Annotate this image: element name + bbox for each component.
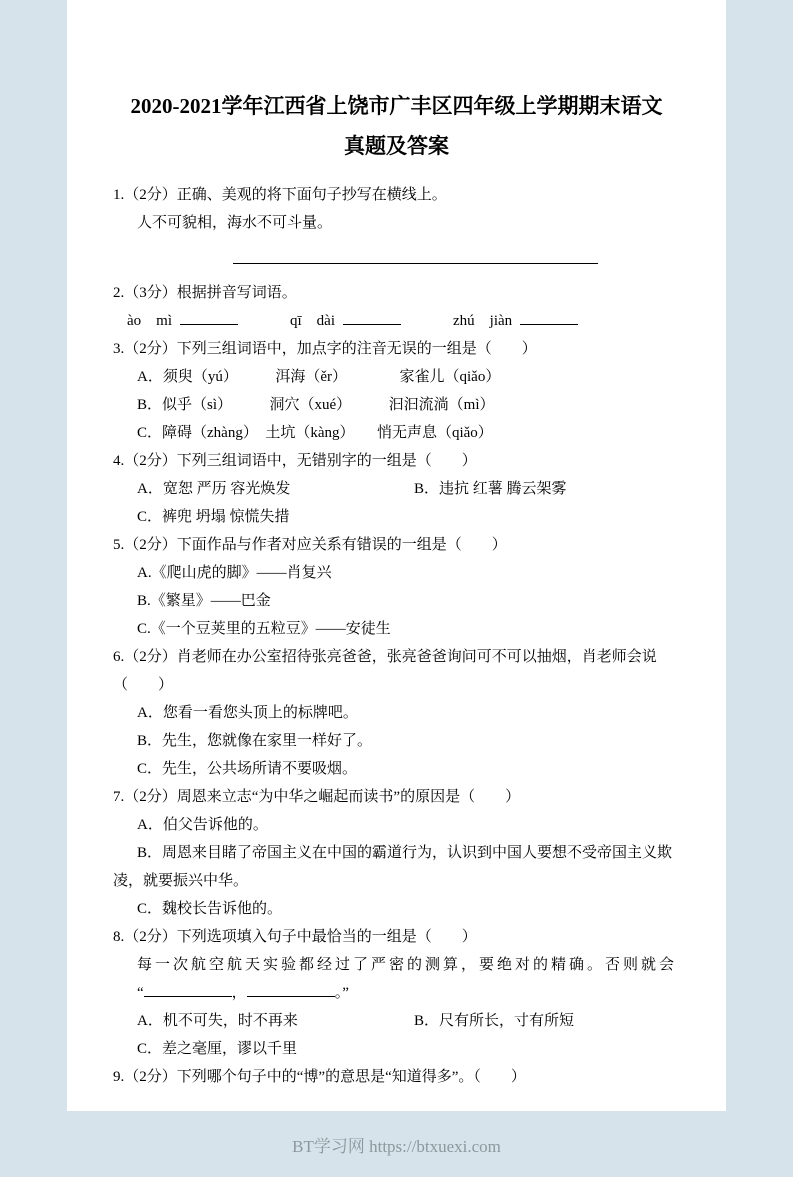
quote-close: 。”: [334, 985, 349, 1001]
pinyin-2: qī dài: [290, 313, 335, 329]
question-5-option-b: B.《繁星》——巴金: [137, 593, 271, 609]
question-3-option-a: A．须臾（yú） 洱海（ěr） 家雀儿（qiǎo）: [137, 369, 501, 385]
question-3-option-c: C．障碍（zhàng） 土坑（kàng） 悄无声息（qiǎo）: [137, 425, 493, 441]
answer-line: [233, 263, 598, 264]
question-4-option-row: [113, 475, 680, 503]
question-6: [113, 643, 680, 783]
answer-blank: [343, 310, 401, 325]
question-6-option-a: A．您看一看您头顶上的标牌吧。: [137, 705, 358, 721]
question-4-option-a: A．宽恕 严历 容光焕发: [137, 481, 291, 497]
question-6-stem: 6.（2分）肖老师在办公室招待张亮爸爸，张亮爸爸询问可不可以抽烟，肖老师会说（ ）: [113, 649, 657, 693]
question-4-option-c: C．裤兜 坍塌 惊慌失措: [137, 509, 290, 525]
quote-comma: ，: [231, 985, 247, 1001]
question-5-option-a: A.《爬山虎的脚》——肖复兴: [137, 565, 332, 581]
pinyin-1: ào mì: [127, 313, 172, 329]
footer: [0, 1111, 793, 1177]
pinyin-group-3: [453, 307, 578, 335]
question-5-option-c: C.《一个豆荚里的五粒豆》——安徒生: [137, 621, 391, 637]
pinyin-group-2: [290, 307, 401, 335]
question-4-stem: 4.（2分）下列三组词语中，无错别字的一组是（ ）: [113, 453, 477, 469]
title-line-2: 真题及答案: [344, 134, 449, 158]
question-7-stem: 7.（2分）周恩来立志“为中华之崛起而读书”的原因是（ ）: [113, 789, 521, 805]
question-3: [113, 335, 680, 447]
question-8: [113, 923, 680, 1063]
question-9-stem: 9.（2分）下列哪个句子中的“博”的意思是“知道得多”。（ ）: [113, 1069, 526, 1085]
question-8-stem: 8.（2分）下列选项填入句子中最恰当的一组是（ ）: [113, 929, 477, 945]
question-1-answer-area: [113, 237, 680, 279]
page-title: [113, 86, 680, 166]
question-6-option-c: C．先生，公共场所请不要吸烟。: [137, 761, 358, 777]
question-1: [113, 181, 680, 279]
answer-blank: [520, 310, 578, 325]
question-9: [113, 1063, 680, 1091]
question-7-option-a: A．伯父告诉他的。: [137, 817, 268, 833]
question-7-option-c: C．魏校长告诉他的。: [137, 901, 283, 917]
question-3-option-b: B．似乎（sì） 洞穴（xué） 汩汩流淌（mì）: [137, 397, 495, 413]
pinyin-group-1: [127, 307, 238, 335]
question-1-sentence: 人不可貌相，海水不可斗量。: [137, 215, 333, 231]
question-8-sentence: 每一次航空航天实验都经过了严密的测算，要绝对的精确。否则就会: [137, 957, 678, 973]
question-8-option-c: C．差之毫厘，谬以千里: [137, 1041, 298, 1057]
pinyin-3: zhú jiàn: [453, 313, 513, 329]
question-8-option-a: A．机不可失，时不再来: [137, 1013, 298, 1029]
footer-watermark-link[interactable]: BT学习网 https://btxuexi.com: [292, 1136, 501, 1156]
answer-blank: [180, 310, 238, 325]
question-5: [113, 531, 680, 643]
answer-blank: [247, 982, 335, 997]
question-3-stem: 3.（2分）下列三组词语中，加点字的注音无误的一组是（ ）: [113, 341, 537, 357]
answer-blank: [144, 982, 232, 997]
quote-open: “: [137, 985, 144, 1001]
question-7: [113, 783, 680, 923]
title-line-1: 2020-2021学年江西省上饶市广丰区四年级上学期期末语文: [130, 94, 663, 118]
question-2: [113, 279, 680, 335]
question-8-option-b: B．尺有所长，寸有所短: [414, 1013, 575, 1029]
question-2-stem: 2.（3分）根据拼音写词语。: [113, 285, 297, 301]
question-4: [113, 447, 680, 531]
question-8-quote-blanks: [113, 979, 680, 1007]
question-6-option-b: B．先生，您就像在家里一样好了。: [137, 733, 373, 749]
question-4-option-b: B．违抗 红薯 腾云架雾: [414, 481, 567, 497]
question-7-option-b: B．周恩来目睹了帝国主义在中国的霸道行为，认识到中国人要想不受帝国主义欺凌，就要振兴中华。: [113, 845, 673, 889]
question-2-pinyin-row: [113, 307, 680, 335]
question-1-stem: 1.（2分）正确、美观的将下面句子抄写在横线上。: [113, 187, 447, 203]
question-8-option-row: [113, 1007, 680, 1035]
question-5-stem: 5.（2分）下面作品与作者对应关系有错误的一组是（ ）: [113, 537, 507, 553]
exam-paper: [67, 0, 726, 1111]
